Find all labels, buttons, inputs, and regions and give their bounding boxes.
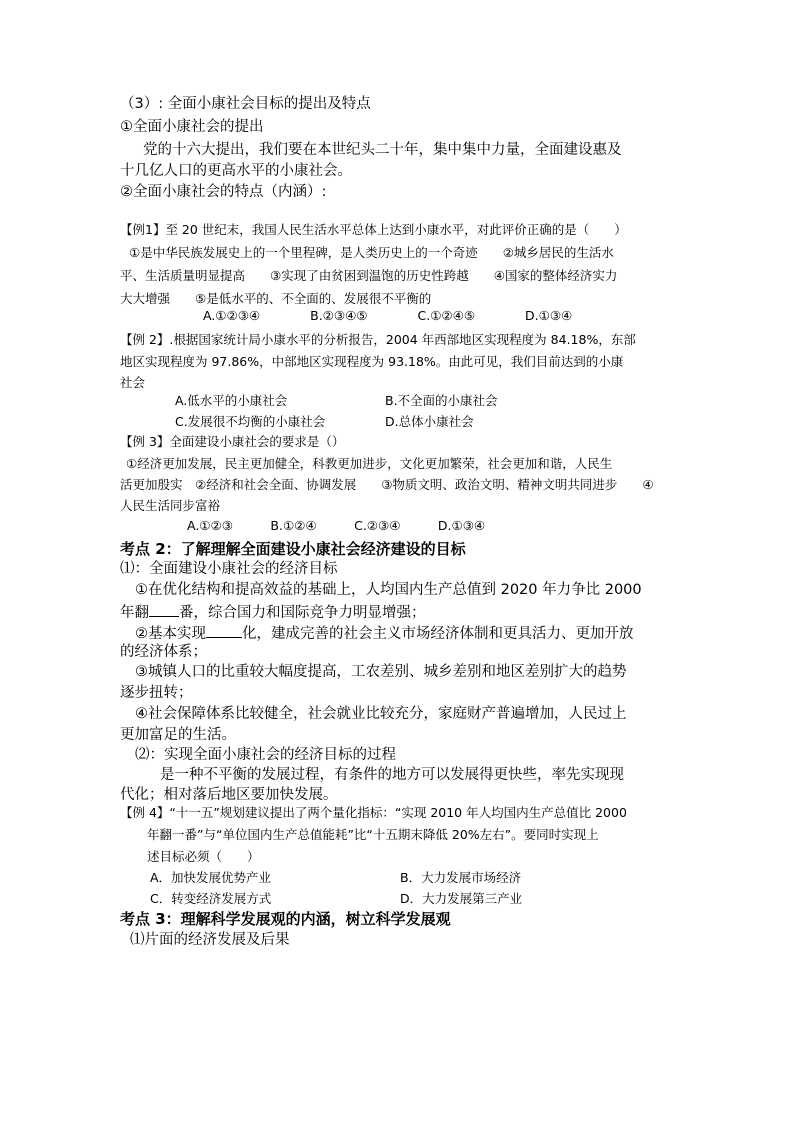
fill-in-blank <box>149 604 179 617</box>
text-fragment: 番，综合国力和国际竞争力明显增强； <box>179 605 426 621</box>
answer-option-d: D．大力发展第三产业 <box>400 891 523 906</box>
paragraph-line <box>120 604 426 621</box>
answer-options: A.①②③④ B.②③④⑤ C.①②④⑤ D.①③④ <box>203 308 573 323</box>
answer-option-a: A．加快发展优势产业 <box>150 870 272 885</box>
text-fragment: 年翻 <box>120 605 149 621</box>
question-text: ①是中华民族发展史上的一个里程碑，是人类历史上的一个奇迹 ②城乡居民的生活水 <box>129 245 614 260</box>
answer-option-a: A.低水平的小康社会 <box>175 393 288 408</box>
answer-option-d: D.总体小康社会 <box>385 414 474 429</box>
text-fragment: ②基本实现 <box>135 626 206 642</box>
question-example-3: 【例 3】全面建设小康社会的要求是（） <box>120 434 345 449</box>
fill-in-blank <box>206 625 242 638</box>
paragraph-line: ①在优化结构和提高效益的基础上，人均国内生产总值到 2020 年力争比 2000 <box>135 582 642 598</box>
section-heading: （3）: 全面小康社会目标的提出及特点 <box>120 96 371 112</box>
question-text: 人民生活同步富裕 <box>120 498 221 513</box>
text-fragment: 化，建成完善的社会主义市场经济体制和更具活力、更加开放 <box>242 626 634 642</box>
paragraph-line: 的经济体系； <box>120 644 207 660</box>
question-text: 活更加殷实 ②经济和社会全面、协调发展 ③物质文明、政治文明、精神文明共同进步 ④ <box>120 477 654 492</box>
answer-option-c: C.发展很不均衡的小康社会 <box>175 414 326 429</box>
question-text: 年翻一番”与“单位国内生产总值能耗”比“十五期末降低 20%左右”。要同时实现上 <box>147 827 599 842</box>
subsection-heading: ①全面小康社会的提出 <box>120 119 264 135</box>
paragraph-line: 代化；相对落后地区要加快发展。 <box>120 787 338 803</box>
question-text: 大大增强 ⑤是低水平的、不全面的、发展很不平衡的 <box>120 291 432 306</box>
paragraph-line: ③城镇人口的比重较大幅度提高，工农差别、城乡差别和地区差别扩大的趋势 <box>135 664 627 680</box>
paragraph-line: 是一种不平衡的发展过程，有条件的地方可以发展得更快些，率先实现现 <box>160 767 624 783</box>
paragraph-line: 党的十六大提出，我们要在本世纪头二十年，集中集中力量，全面建设惠及 <box>143 142 622 158</box>
question-example-2: 【例 2】.根据国家统计局小康水平的分析报告，2004 年西部地区实现程度为 84.18%，东部 <box>120 332 636 347</box>
answer-options: A.①②③ B.①②④ C.②③④ D.①③④ <box>187 518 486 533</box>
answer-option-b: B.不全面的小康社会 <box>385 393 498 408</box>
question-text: ①经济更加发展，民主更加健全，科教更加进步，文化更加繁荣，社会更加和谐，人民生 <box>126 456 613 471</box>
answer-option-c: C．转变经济发展方式 <box>150 891 272 906</box>
paragraph-line: 十几亿人口的更高水平的小康社会。 <box>120 163 352 179</box>
paragraph-line: 逐步扭转； <box>120 685 193 701</box>
question-text: 平、生活质量明显提高 ③实现了由贫困到温饱的历史性跨越 ④国家的整体经济实力 <box>120 268 618 283</box>
section-heading-point-2: 考点 2：了解理解全面建设小康社会经济建设的目标 <box>120 540 466 558</box>
subsection-heading: ⑵：实现全面小康社会的经济目标的过程 <box>135 747 396 763</box>
answer-option-b: B．大力发展市场经济 <box>400 870 522 885</box>
question-text: 述目标必须（ ） <box>147 849 260 864</box>
paragraph-line <box>135 625 634 642</box>
subsection-heading: ⑴片面的经济发展及后果 <box>130 932 290 948</box>
question-example-4: 【例 4】“十一五”规划建议提出了两个量化指标：“实现 2010 年人均国内生产总值比 2000 <box>120 805 627 820</box>
question-text: 社会 <box>120 375 146 390</box>
question-text: 地区实现程度为 97.86%，中部地区实现程度为 93.18%。由此可见，我们目前达到的小康 <box>120 354 624 369</box>
paragraph-line: ④社会保障体系比较健全，社会就业比较充分，家庭财产普遍增加，人民过上 <box>135 706 627 722</box>
paragraph-line: 更加富足的生活。 <box>120 727 236 743</box>
question-example-1: 【例1】至 20 世纪末，我国人民生活水平总体上达到小康水平，对此评价正确的是（ ） <box>120 222 627 237</box>
section-heading-point-3: 考点 3：理解科学发展观的内涵，树立科学发展观 <box>120 910 451 928</box>
subsection-heading: ②全面小康社会的特点（内涵）: <box>120 184 327 200</box>
subsection-heading: ⑴：全面建设小康社会的经济目标 <box>120 561 338 577</box>
